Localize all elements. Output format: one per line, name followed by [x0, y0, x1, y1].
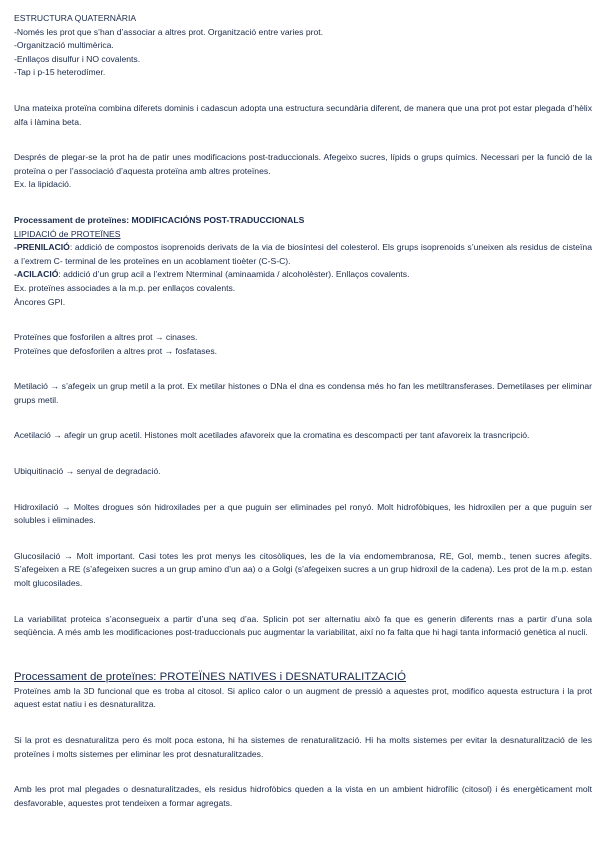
ubiquitination-line: Ubiquitinació → senyal de degradació. [14, 466, 161, 477]
acylation-paragraph [14, 268, 592, 282]
membrane-example: Ex. proteïnes associades a la m.p. per enllaços covalents. [14, 282, 236, 293]
phosphatases-line: Proteïnes que defosforilen a altres prot → fosfatases. [14, 345, 218, 356]
prenylation-text: : addició de compostos isoprenoids derivats de la via de biosíntesi del colesterol. Els grups isoprenoids s’uneixen als residus de cisteïna a l’extrem C- terminal de les proteïnes en un acoblament tioèter (C-S-C). [14, 242, 592, 266]
section1-heading [14, 214, 592, 228]
renaturation-paragraph: Si la prot es desnaturalitza pero és molt poca estona, hi ha sistemes de renaturalització. Hi ha molts sistemes per evitar la desnaturalització de les proteïnes i molts sistemes per eliminar les prot desnaturalitzades. [14, 735, 592, 759]
acylation-text: : addició d’un grup acil a l’extrem Nterminal (aminaamida / alcoholèster). Enllaços covalents. [58, 269, 410, 280]
variability-paragraph: La variabilitat proteica s’aconsegueix a partir d’una seq d’aa. Splicin pot ser alternatiu això fa que es generin diferents rnas a partir d’una sola seqüència. A més amb les modificaciones post-traduccionals puc augmentar la variabilitat, així no fa falta que hi hagi tanta informació genètica al nucli. [14, 613, 592, 638]
methylation-paragraph: Metilació → s’afegeix un grup metil a la prot. Ex metilar histones o DNa el dna es condensa més ho fan les metiltransferases. Demetilases per eliminar grups metil. [14, 381, 592, 405]
quaternary-item: -Només les prot que s’han d’associar a altres prot. Organització entre varies prot. [14, 26, 324, 37]
hydroxylation-paragraph: Hidroxilació → Moltes drogues són hidroxilades per a que puguin ser eliminades pel ronyó. Molt hidrofòbiques, les hidroxilen per a que puguin ser solubles i eliminades. [14, 501, 592, 526]
acetylation-paragraph: Acetilació → afegir un grup acetil. Histones molt acetilades afavoreix que la cromatina es descompacti per tant afavoreix la trasncripció. [14, 430, 530, 441]
lipidation-subheading: LIPIDACIÓ de PROTEÏNES [14, 228, 121, 239]
lipidation-example: Ex. la lipidació. [14, 179, 72, 190]
section2-heading: Processament de proteïnes: PROTEÏNES NATIVES i DESNATURALITZACIÓ [14, 670, 407, 683]
quaternary-title: ESTRUCTURA QUATERNÀRIA [14, 13, 137, 23]
kinases-line: Proteïnes que fosforilen a altres prot → cinases. [14, 332, 198, 343]
acylation-label: -ACILACIÓ [14, 269, 59, 280]
section1-heading-main: MODIFICACIÓNS POST-TRADUCCIONALS [131, 214, 305, 225]
domains-paragraph: Una mateixa proteïna combina diferets dominis i cadascun adopta una estructura secundària diferent, de manera que una prot pot estar plegada d’hèlix alfa i làmina beta. [14, 102, 592, 127]
gpi-anchors: Àncores GPI. [14, 296, 66, 307]
quaternary-item: -Organització multimèrica. [14, 40, 114, 51]
native-paragraph: Proteïnes amb la 3D funcional que es troba al citosol. Si aplico calor o un augment de pressió a aquestes prot, modifico aquesta estructura i la prot aquest estat natiu i es desnaturalitza. [14, 685, 592, 710]
prenylation-label: -PRENILACIÓ [14, 242, 70, 253]
quaternary-item: -Enllaços disulfur i NO covalents. [14, 53, 141, 64]
document-page [14, 12, 592, 810]
hydrophobic-paragraph: Amb les prot mal plegades o desnaturalitzades, els residus hidrofòbics queden a la vista en un ambient hidrofílic (citosol) i és energèticament molt desfavorable, aquestes prot tendeixen a formar agregats. [14, 784, 592, 808]
section1-heading-prefix: Processament de proteïnes: [14, 214, 132, 225]
post-translational-paragraph: Després de plegar-se la prot ha de patir unes modificacions post-traduccionals. Afegeixo sucres, lípids o grups químics. Necessari per la funció de la proteïna o per l’associació d’aquesta proteïna amb altres proteïnes. [14, 152, 592, 176]
glycosylation-paragraph: Glucosilació → Molt important. Casi totes les prot menys les citosòliques, les de la via endomembranosa, RE, Gol, memb., tenen sucres afegits. S’afegeixen a RE (s’afegeixen sucres a un grup amino d’un aa) o a Golgi (s’afegeixen sucres a un grup hidroxil de la cadena). Les prot de la m.p. estan molt glucosilades. [14, 550, 592, 589]
prenylation-paragraph [14, 241, 592, 268]
quaternary-item: -Tap i p-15 heterodímer. [14, 67, 106, 78]
